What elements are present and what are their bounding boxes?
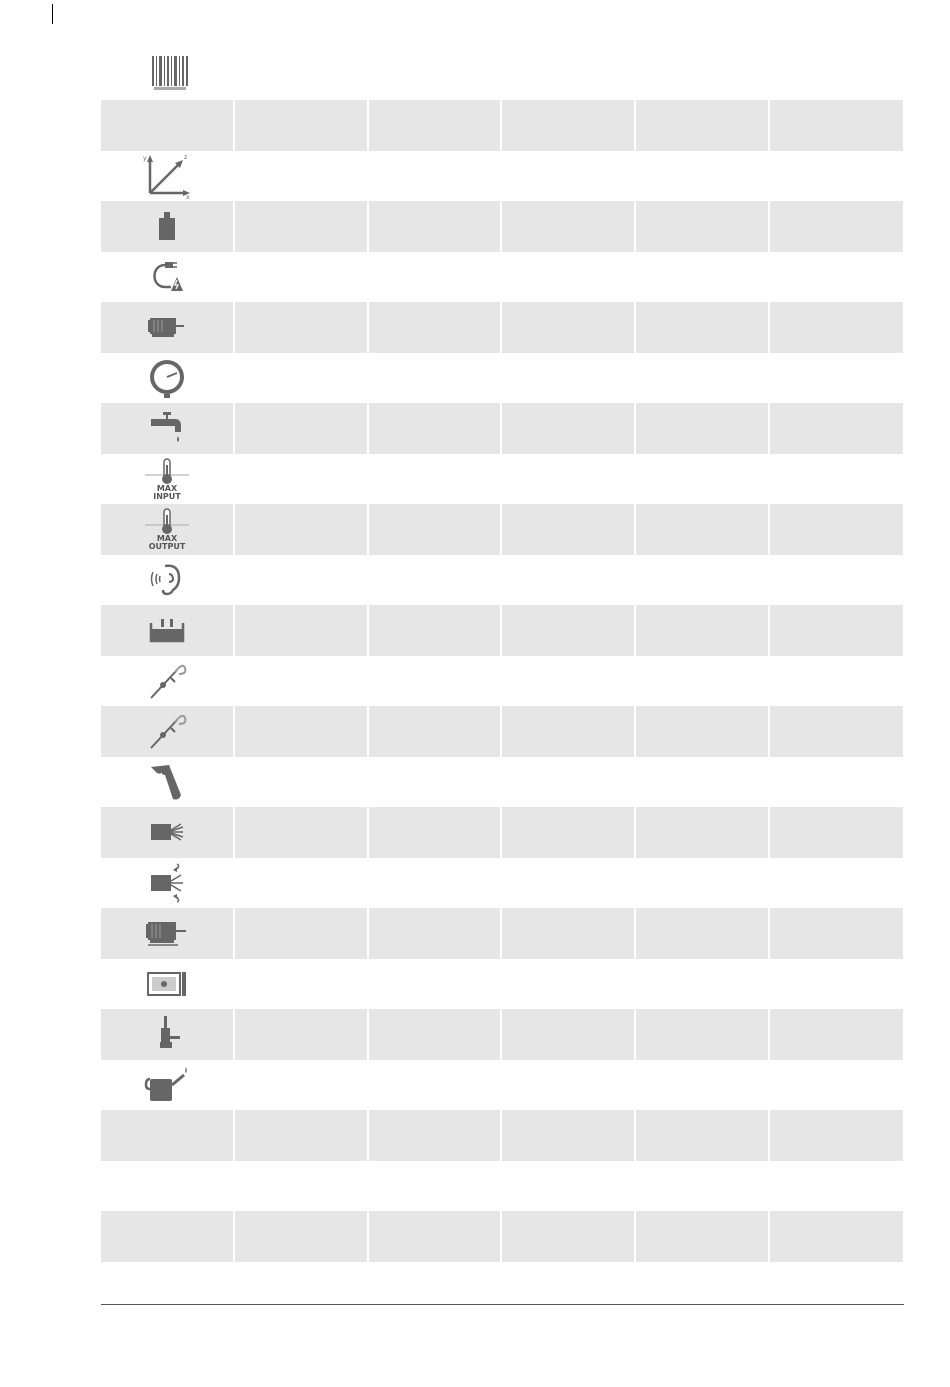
table-cell — [636, 504, 768, 555]
table-cell — [502, 605, 634, 656]
noise-level-icon — [101, 555, 233, 606]
svg-text:z: z — [184, 153, 188, 161]
table-cell — [770, 1161, 903, 1212]
table-cell — [636, 252, 768, 303]
table-row — [101, 252, 903, 303]
table-cell — [502, 403, 634, 454]
table-cell — [502, 302, 634, 353]
table-cell — [235, 605, 367, 656]
table-cell — [636, 454, 768, 505]
table-row — [101, 100, 903, 151]
table-cell — [101, 1161, 233, 1212]
table-row — [101, 1060, 903, 1111]
table-cell — [369, 1211, 500, 1262]
max-output-temperature-icon — [101, 504, 233, 555]
table-cell — [369, 706, 500, 757]
table-cell — [770, 201, 903, 252]
table-row — [101, 605, 903, 656]
max-output-label: MAX OUTPUT — [148, 534, 186, 552]
max-input-temperature-icon — [101, 454, 233, 505]
table-row — [101, 757, 903, 808]
table-cell — [770, 302, 903, 353]
table-cell — [235, 454, 367, 505]
table-row — [101, 454, 903, 505]
barcode-icon — [150, 56, 190, 92]
table-cell — [770, 757, 903, 808]
table-cell — [502, 201, 634, 252]
table-cell — [636, 1211, 768, 1262]
table-cell — [235, 908, 367, 959]
table-cell — [369, 353, 500, 404]
table-cell — [235, 555, 367, 606]
table-row — [101, 656, 903, 707]
table-cell — [369, 908, 500, 959]
table-cell — [369, 656, 500, 707]
table-cell — [235, 1110, 367, 1161]
table-row — [101, 353, 903, 404]
table-cell — [636, 555, 768, 606]
table-row — [101, 151, 903, 202]
table-cell — [502, 252, 634, 303]
table-cell — [636, 605, 768, 656]
table-cell — [770, 353, 903, 404]
table-row — [101, 858, 903, 909]
table-cell — [235, 504, 367, 555]
table-cell — [369, 1110, 500, 1161]
table-cell — [502, 656, 634, 707]
table-cell — [502, 353, 634, 404]
safety-valve-icon — [101, 1009, 233, 1060]
table-cell — [770, 706, 903, 757]
table-cell — [636, 100, 768, 151]
table-row — [101, 555, 903, 606]
table-cell — [235, 302, 367, 353]
table-cell — [369, 959, 500, 1010]
table-cell — [770, 858, 903, 909]
table-cell — [235, 706, 367, 757]
table-row — [101, 1110, 903, 1161]
table-cell — [502, 1060, 634, 1111]
table-cell — [369, 151, 500, 202]
table-cell — [369, 403, 500, 454]
table-cell — [770, 252, 903, 303]
table-cell — [502, 555, 634, 606]
table-cell — [369, 454, 500, 505]
table-cell — [770, 656, 903, 707]
table-cell — [369, 252, 500, 303]
table-cell — [502, 757, 634, 808]
table-cell — [636, 757, 768, 808]
table-cell — [502, 151, 634, 202]
table-cell — [369, 555, 500, 606]
table-cell — [235, 1060, 367, 1111]
table-cell — [636, 656, 768, 707]
table-cell — [770, 1211, 903, 1262]
dimensions-icon — [101, 151, 233, 202]
table-cell — [636, 302, 768, 353]
control-panel-icon — [101, 959, 233, 1010]
oil-can-icon — [101, 1060, 233, 1111]
table-cell — [235, 1211, 367, 1262]
table-cell — [636, 959, 768, 1010]
table-cell — [770, 1009, 903, 1060]
crop-mark — [52, 4, 53, 24]
table-cell — [636, 1060, 768, 1111]
table-row — [101, 706, 903, 757]
table-cell — [235, 100, 367, 151]
table-cell — [770, 100, 903, 151]
table-cell — [369, 1009, 500, 1060]
table-cell — [235, 757, 367, 808]
table-cell — [101, 1211, 233, 1262]
table-cell — [770, 151, 903, 202]
table-row — [101, 504, 903, 555]
table-cell — [636, 201, 768, 252]
power-supply-icon — [101, 252, 233, 303]
svg-text:y: y — [143, 154, 147, 162]
table-row — [101, 201, 903, 252]
table-cell — [369, 807, 500, 858]
table-cell — [636, 858, 768, 909]
table-cell — [369, 100, 500, 151]
table-cell — [369, 201, 500, 252]
table-row — [101, 959, 903, 1010]
table-cell — [502, 706, 634, 757]
table-cell — [502, 1009, 634, 1060]
table-cell — [502, 504, 634, 555]
spray-gun-icon — [101, 757, 233, 808]
table-cell — [770, 504, 903, 555]
table-cell — [502, 908, 634, 959]
table-cell — [636, 1110, 768, 1161]
weight-icon — [101, 201, 233, 252]
table-cell — [369, 1060, 500, 1111]
table-cell — [770, 1110, 903, 1161]
motor-alt-icon — [101, 908, 233, 959]
table-cell — [636, 403, 768, 454]
footer-divider — [101, 1304, 904, 1305]
table-row — [101, 1211, 903, 1262]
tank-icon — [101, 605, 233, 656]
table-cell — [235, 858, 367, 909]
table-cell — [636, 151, 768, 202]
table-cell — [636, 706, 768, 757]
table-cell — [502, 100, 634, 151]
table-cell — [235, 201, 367, 252]
table-cell — [770, 908, 903, 959]
table-row — [101, 807, 903, 858]
table-cell — [235, 807, 367, 858]
motor-icon — [101, 302, 233, 353]
table-cell — [770, 454, 903, 505]
table-cell — [502, 1161, 634, 1212]
lance-alt-icon — [101, 706, 233, 757]
pressure-gauge-icon — [101, 353, 233, 404]
table-row — [101, 1009, 903, 1060]
table-cell — [235, 1161, 367, 1212]
table-cell — [369, 757, 500, 808]
table-cell — [502, 807, 634, 858]
water-tap-icon — [101, 403, 233, 454]
table-cell — [369, 302, 500, 353]
rotating-nozzle-icon — [101, 858, 233, 909]
max-input-label: MAX INPUT — [153, 483, 181, 501]
table-cell — [101, 1110, 233, 1161]
table-row — [101, 302, 903, 353]
nozzle-icon — [101, 807, 233, 858]
lance-icon — [101, 656, 233, 707]
table-cell — [770, 403, 903, 454]
table-cell — [770, 605, 903, 656]
table-cell — [502, 1211, 634, 1262]
table-cell — [235, 656, 367, 707]
table-cell — [235, 959, 367, 1010]
table-cell — [235, 1009, 367, 1060]
table-cell — [636, 353, 768, 404]
table-cell — [101, 100, 233, 151]
table-cell — [502, 1110, 634, 1161]
table-cell — [636, 908, 768, 959]
table-cell — [369, 1161, 500, 1212]
table-row — [101, 403, 903, 454]
table-row — [101, 908, 903, 959]
table-cell — [770, 959, 903, 1010]
table-cell — [502, 858, 634, 909]
table-cell — [636, 807, 768, 858]
table-cell — [770, 1060, 903, 1111]
table-cell — [636, 1161, 768, 1212]
table-cell — [235, 353, 367, 404]
table-cell — [770, 555, 903, 606]
table-cell — [235, 151, 367, 202]
table-cell — [502, 454, 634, 505]
svg-text:x: x — [186, 193, 190, 199]
table-cell — [636, 1009, 768, 1060]
table-cell — [369, 858, 500, 909]
table-cell — [369, 605, 500, 656]
table-cell — [235, 403, 367, 454]
table-cell — [369, 504, 500, 555]
table-cell — [770, 807, 903, 858]
table-row — [101, 1161, 903, 1212]
spec-table — [101, 100, 903, 1262]
table-cell — [502, 959, 634, 1010]
table-cell — [235, 252, 367, 303]
